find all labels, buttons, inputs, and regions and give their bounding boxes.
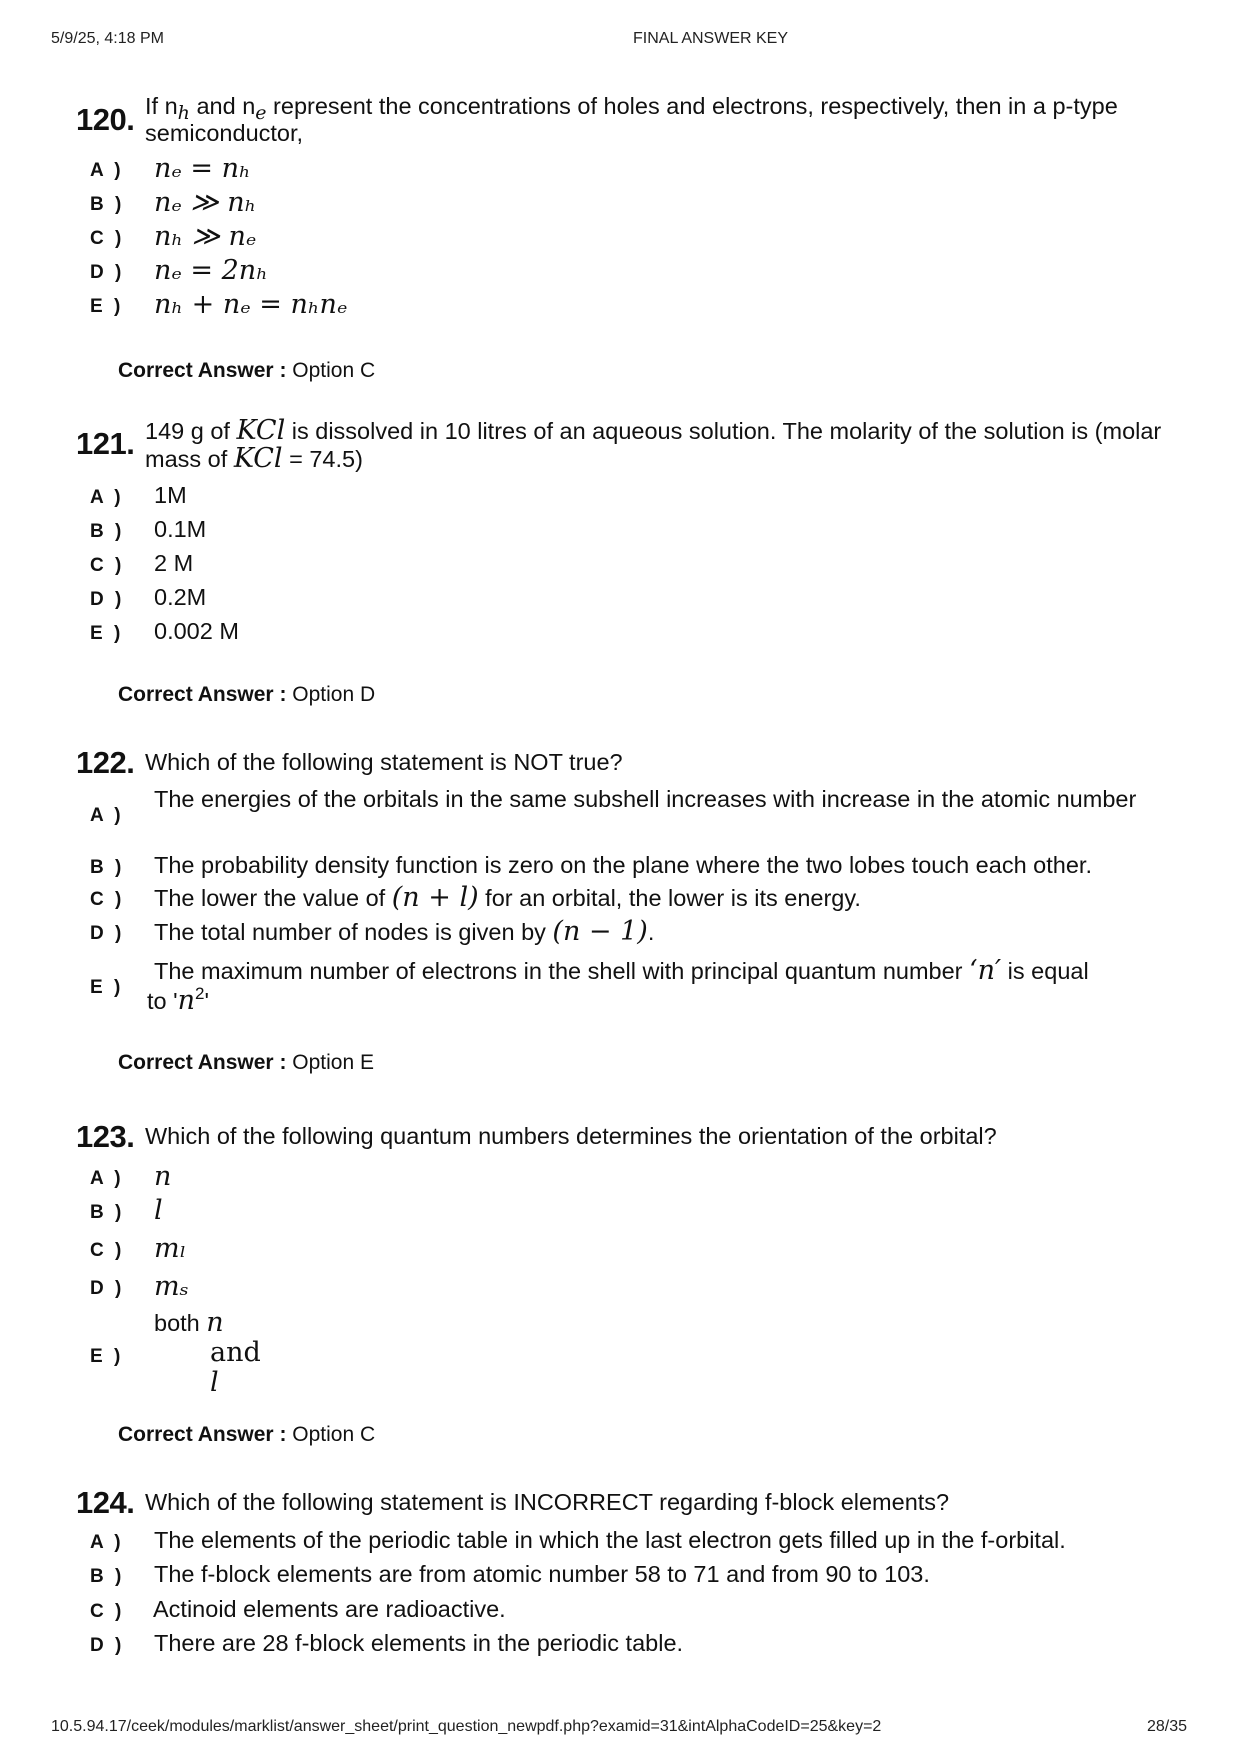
option-text — [147, 956, 1157, 1016]
math-n-minus-1: (n − 1) — [552, 916, 648, 947]
option-label: A ) — [90, 1168, 124, 1189]
question-text — [145, 93, 1165, 147]
option-text: nₑ = 2nₕ — [154, 255, 268, 286]
option-label: D ) — [90, 1635, 125, 1656]
option-label: E ) — [90, 1346, 124, 1367]
text-segment: is equal — [1001, 958, 1089, 984]
option-text: 0.2M — [154, 584, 207, 610]
option-label: A ) — [90, 487, 124, 508]
question-text: Which of the following quantum numbers determines the orientation of the orbital? — [145, 1123, 997, 1149]
option-text — [154, 1308, 1164, 1398]
math-n: n — [177, 985, 196, 1016]
question-text: Which of the following statement is INCORRECT regarding f-block elements? — [145, 1489, 950, 1515]
option-text: The f-block elements are from atomic number 58 to 71 and from 90 to 103. — [154, 1561, 930, 1587]
question-text: Which of the following statement is NOT true? — [145, 749, 623, 775]
text-segment: for an orbital, the lower is its energy. — [478, 885, 861, 911]
option-text: 0.002 M — [154, 618, 239, 644]
correct-answer-value: Option E — [292, 1051, 374, 1074]
formula-kcl: KCl — [233, 443, 283, 474]
text-segment: to ' — [147, 988, 178, 1014]
option-label: A ) — [90, 805, 124, 826]
option-label: D ) — [90, 1278, 125, 1299]
correct-answer — [118, 359, 375, 383]
option-label: D ) — [90, 589, 125, 610]
text-segment: If n — [145, 93, 178, 119]
option-label: E ) — [90, 623, 124, 644]
option-text: nₕ + nₑ = nₕnₑ — [154, 289, 348, 320]
math-l: l — [210, 1367, 219, 1398]
subscript-e: e — [255, 102, 267, 124]
option-label: B ) — [90, 1202, 125, 1223]
text-segment: The total number of nodes is given by — [154, 919, 553, 945]
correct-answer-value: Option D — [292, 683, 376, 706]
option-label: C ) — [90, 889, 125, 910]
correct-answer-label: Correct Answer : — [118, 683, 287, 706]
option-text: l — [154, 1195, 163, 1226]
correct-answer — [118, 1423, 375, 1447]
text-segment: = 74.5) — [282, 446, 363, 472]
superscript-2: 2 — [195, 984, 205, 1003]
option-text: The energies of the orbitals in the same subshell increases with increase in the atomic number — [154, 786, 1137, 812]
correct-answer-label: Correct Answer : — [118, 1423, 287, 1446]
option-text: 2 M — [154, 550, 194, 576]
question-number: 120. — [76, 102, 135, 137]
option-label: B ) — [90, 857, 125, 878]
text-segment: represent the concentrations of holes and electrons, respectively, then in a p-type semiconductor, — [145, 93, 1118, 146]
math-n: n — [206, 1307, 224, 1338]
correct-answer — [118, 1051, 374, 1075]
text-segment: ' — [204, 988, 209, 1014]
question-number: 122. — [76, 745, 135, 780]
page-number: 28/35 — [1147, 1718, 1188, 1735]
print-datetime: 5/9/25, 4:18 PM — [51, 30, 164, 47]
text-segment: 149 g of — [145, 418, 237, 444]
math-n-plus-l: (n + l) — [391, 882, 479, 913]
option-text — [154, 884, 1164, 912]
option-label: B ) — [90, 1566, 125, 1587]
text-segment: and n — [189, 93, 256, 119]
option-label: B ) — [90, 194, 125, 215]
question-number: 121. — [76, 426, 135, 461]
option-label: C ) — [90, 555, 125, 576]
math-n-quoted: ‘n′ — [969, 955, 1002, 986]
option-label: E ) — [90, 296, 124, 317]
correct-answer-value: Option C — [292, 359, 376, 382]
option-text: 1M — [154, 482, 187, 508]
question-number: 124. — [76, 1485, 135, 1520]
correct-answer-label: Correct Answer : — [118, 359, 287, 382]
option-text: There are 28 f-block elements in the periodic table. — [154, 1630, 684, 1656]
option-text: mₛ — [154, 1271, 189, 1302]
option-label: A ) — [90, 160, 124, 181]
correct-answer-label: Correct Answer : — [118, 1051, 287, 1074]
option-text: nₑ = nₕ — [154, 153, 251, 184]
text-segment: is dissolved in 10 litres of an aqueous solution. The molarity of the solution is (molar mass of — [145, 418, 1162, 472]
option-label: C ) — [90, 1240, 125, 1261]
subscript-h: h — [177, 102, 190, 124]
option-label: C ) — [90, 228, 125, 249]
option-text: 0.1M — [154, 516, 207, 542]
correct-answer-value: Option C — [292, 1423, 376, 1446]
option-text — [154, 918, 1164, 946]
option-label: D ) — [90, 262, 125, 283]
question-number: 123. — [76, 1119, 135, 1154]
text-segment: The lower the value of — [154, 885, 392, 911]
option-text: nₑ ≫ nₕ — [154, 187, 257, 218]
option-label: B ) — [90, 521, 125, 542]
option-text: mₗ — [154, 1233, 187, 1264]
page-url: 10.5.94.17/ceek/modules/marklist/answer_sheet/print_question_newpdf.php?examid=31&intAlphaCodeID=25&key=2 — [51, 1718, 882, 1735]
option-text: Actinoid elements are radioactive. — [153, 1596, 506, 1622]
page-header-title: FINAL ANSWER KEY — [633, 30, 788, 47]
option-label: C ) — [90, 1601, 125, 1622]
option-text: The elements of the periodic table in which the last electron gets filled up in the f-orbital. — [154, 1527, 1066, 1553]
question-text — [145, 417, 1165, 473]
text-segment: . — [647, 919, 655, 945]
option-label: E ) — [90, 977, 124, 998]
option-text: n — [154, 1161, 172, 1192]
text-segment: both — [154, 1310, 207, 1336]
correct-answer — [118, 683, 375, 707]
math-and: and — [210, 1337, 261, 1368]
option-label: A ) — [90, 1532, 124, 1553]
option-text: The probability density function is zero on the plane where the two lobes touch each other. — [154, 852, 1092, 878]
option-label: D ) — [90, 923, 125, 944]
formula-kcl: KCl — [236, 415, 286, 446]
option-text: nₕ ≫ nₑ — [154, 221, 257, 252]
text-segment: The maximum number of electrons in the shell with principal quantum number — [154, 958, 970, 984]
